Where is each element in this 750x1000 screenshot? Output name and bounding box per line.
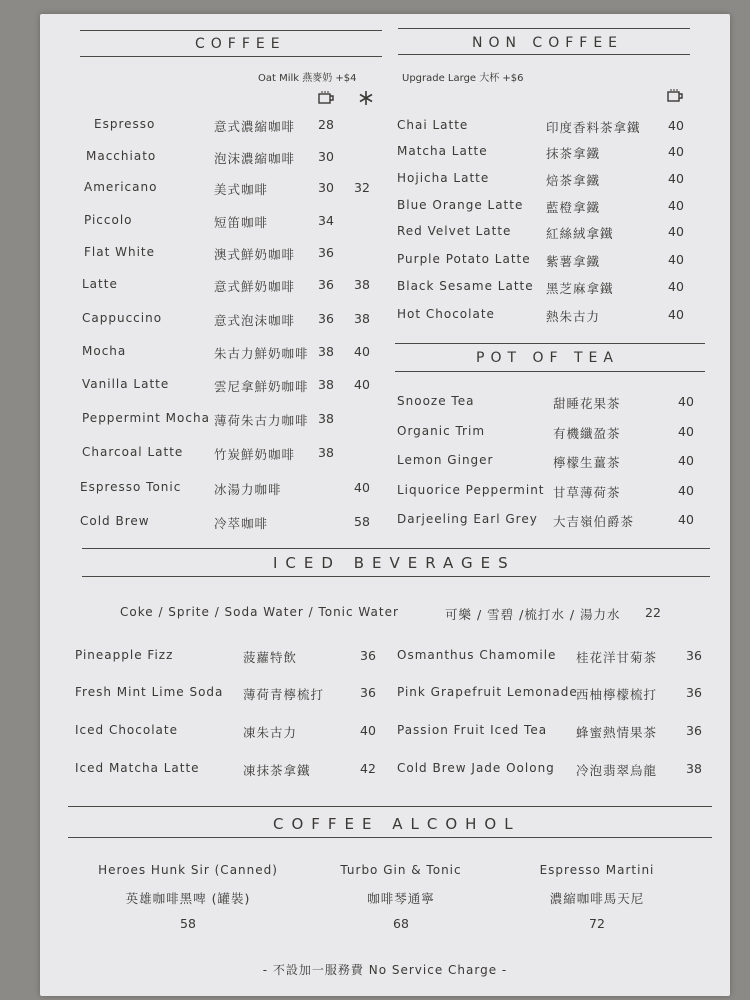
iced-item-cn: 冷泡翡翠烏龍 — [576, 763, 658, 778]
non-coffee-item-price: 40 — [668, 198, 684, 213]
coffee-item-name: Macchiato — [86, 149, 157, 163]
alcohol-item-price: 72 — [589, 916, 605, 931]
coffee-item-name: Piccolo — [84, 213, 133, 227]
iced-item-cn: 菠蘿特飲 — [243, 650, 298, 665]
non-coffee-item-price: 40 — [668, 307, 684, 322]
tea-item-price: 40 — [678, 394, 694, 409]
non-coffee-item-price: 40 — [668, 224, 684, 239]
iced-item-name: Passion Fruit Iced Tea — [397, 723, 548, 737]
iced-item-cn: 薄荷青檸梳打 — [243, 687, 325, 702]
footer-no-service-charge: - 不設加一服務費 No Service Charge - — [262, 963, 508, 977]
alcohol-item-price: 58 — [180, 916, 196, 931]
iced-item-name: Cold Brew Jade Oolong — [397, 761, 555, 775]
iced-item-cn: 桂花洋甘菊茶 — [576, 650, 658, 665]
tea-item-price: 40 — [678, 453, 694, 468]
divider — [68, 837, 712, 838]
non-coffee-item-cn: 黑芝麻拿鐵 — [546, 281, 614, 296]
coffee-item-price-iced: 40 — [354, 344, 370, 359]
iced-item-cn: 凍抹茶拿鐵 — [243, 763, 311, 778]
tea-item-cn: 甜睡花果茶 — [553, 396, 621, 411]
upgrade-note: Upgrade Large 大杯 +$6 — [402, 73, 524, 84]
iced-item-name: Fresh Mint Lime Soda — [75, 685, 224, 699]
coffee-item-cn: 美式咖啡 — [214, 182, 269, 197]
snowflake-icon — [358, 90, 374, 110]
alcohol-item-price: 68 — [393, 916, 409, 931]
iced-item-cn: 蜂蜜熱情果茶 — [576, 725, 658, 740]
section-title-coffee: COFFEE — [195, 36, 286, 52]
coffee-item-cn: 澳式鮮奶咖啡 — [214, 247, 296, 262]
coffee-item-name: Peppermint Mocha — [82, 411, 210, 425]
tea-item-cn: 檸檬生薑茶 — [553, 455, 621, 470]
tea-item-cn: 大吉嶺伯爵茶 — [553, 514, 635, 529]
iced-item-cn: 西柚檸檬梳打 — [576, 687, 658, 702]
non-coffee-item-name: Hojicha Latte — [397, 171, 490, 185]
iced-item-price: 40 — [360, 723, 376, 738]
coffee-item-price-hot: 36 — [318, 277, 334, 292]
coffee-item-price-hot: 38 — [318, 377, 334, 392]
coffee-item-name: Americano — [84, 180, 158, 194]
coffee-item-cn: 雲尼拿鮮奶咖啡 — [214, 379, 309, 394]
coffee-item-price-hot: 36 — [318, 245, 334, 260]
coffee-item-price-hot: 30 — [318, 149, 334, 164]
tea-item-name: Organic Trim — [397, 424, 486, 438]
section-title-non-coffee: NON COFFEE — [472, 35, 624, 51]
iced-item-price: 36 — [360, 648, 376, 663]
coffee-item-price-hot: 38 — [318, 411, 334, 426]
non-coffee-item-name: Black Sesame Latte — [397, 279, 534, 293]
coffee-item-name: Mocha — [82, 344, 127, 358]
iced-item-name: Osmanthus Chamomile — [397, 648, 557, 662]
non-coffee-item-cn: 熱朱古力 — [546, 309, 601, 324]
coffee-item-cn: 意式濃縮咖啡 — [214, 119, 296, 134]
non-coffee-item-name: Chai Latte — [397, 118, 469, 132]
divider — [82, 576, 710, 577]
tea-item-name: Liquorice Peppermint — [397, 483, 545, 497]
coffee-item-name: Espresso — [94, 117, 156, 131]
coffee-item-price-hot: 36 — [318, 311, 334, 326]
divider — [82, 548, 710, 549]
iced-item-price: 42 — [360, 761, 376, 776]
iced-item-price: 38 — [686, 761, 702, 776]
iced-item-price: 36 — [686, 685, 702, 700]
coffee-item-cn: 冷萃咖啡 — [214, 516, 269, 531]
soft-drinks-price: 22 — [645, 605, 661, 620]
cup-icon — [318, 90, 336, 110]
non-coffee-item-name: Blue Orange Latte — [397, 198, 524, 212]
divider — [398, 28, 690, 29]
divider — [80, 56, 382, 57]
coffee-item-price-hot: 30 — [318, 180, 334, 195]
tea-item-cn: 甘草薄荷茶 — [553, 485, 621, 500]
iced-item-price: 36 — [686, 723, 702, 738]
coffee-item-cn: 意式鮮奶咖啡 — [214, 279, 296, 294]
tea-item-name: Lemon Ginger — [397, 453, 494, 467]
coffee-item-name: Charcoal Latte — [82, 445, 184, 459]
non-coffee-item-price: 40 — [668, 171, 684, 186]
non-coffee-item-name: Matcha Latte — [397, 144, 488, 158]
non-coffee-item-price: 40 — [668, 118, 684, 133]
coffee-item-cn: 冰湯力咖啡 — [214, 482, 282, 497]
tea-item-cn: 有機纖盈茶 — [553, 426, 621, 441]
coffee-item-price-hot: 34 — [318, 213, 334, 228]
soft-drinks-label: Coke / Sprite / Soda Water / Tonic Water — [120, 605, 399, 619]
coffee-item-name: Espresso Tonic — [80, 480, 182, 494]
coffee-item-price-iced: 40 — [354, 480, 370, 495]
divider — [395, 371, 705, 372]
non-coffee-item-price: 40 — [668, 252, 684, 267]
tea-item-price: 40 — [678, 424, 694, 439]
coffee-item-cn: 意式泡沫咖啡 — [214, 313, 296, 328]
alcohol-item-name: Espresso Martini — [539, 863, 655, 877]
tea-item-name: Snooze Tea — [397, 394, 475, 408]
tea-item-price: 40 — [678, 512, 694, 527]
cup-icon — [667, 88, 685, 108]
divider — [80, 30, 382, 31]
coffee-item-price-hot: 38 — [318, 344, 334, 359]
non-coffee-item-cn: 焙茶拿鐵 — [546, 173, 601, 188]
coffee-item-price-hot: 38 — [318, 445, 334, 460]
divider — [395, 343, 705, 344]
non-coffee-item-name: Purple Potato Latte — [397, 252, 531, 266]
oat-milk-note: Oat Milk 燕麥奶 +$4 — [258, 73, 357, 84]
alcohol-item-cn: 濃縮咖啡馬天尼 — [549, 891, 645, 906]
coffee-item-price-iced: 58 — [354, 514, 370, 529]
section-title-pot-of-tea: POT OF TEA — [476, 350, 619, 366]
menu-card — [40, 14, 730, 996]
non-coffee-item-price: 40 — [668, 279, 684, 294]
coffee-item-name: Vanilla Latte — [82, 377, 170, 391]
section-title-iced-beverages: ICED BEVERAGES — [273, 554, 516, 572]
tea-item-name: Darjeeling Earl Grey — [397, 512, 538, 526]
coffee-item-cn: 朱古力鮮奶咖啡 — [214, 346, 309, 361]
non-coffee-item-cn: 抹茶拿鐵 — [546, 146, 601, 161]
coffee-item-cn: 短笛咖啡 — [214, 215, 269, 230]
non-coffee-item-name: Hot Chocolate — [397, 307, 495, 321]
coffee-item-name: Cappuccino — [82, 311, 163, 325]
iced-item-name: Pineapple Fizz — [75, 648, 174, 662]
non-coffee-item-price: 40 — [668, 144, 684, 159]
divider — [68, 806, 712, 807]
non-coffee-item-name: Red Velvet Latte — [397, 224, 512, 238]
coffee-item-price-iced: 32 — [354, 180, 370, 195]
coffee-item-price-hot: 28 — [318, 117, 334, 132]
non-coffee-item-cn: 印度香料茶拿鐵 — [546, 120, 641, 135]
soft-drinks-cn: 可樂 / 雪碧 /梳打水 / 湯力水 — [445, 607, 621, 622]
coffee-item-name: Flat White — [84, 245, 156, 259]
coffee-item-name: Latte — [82, 277, 118, 291]
non-coffee-item-cn: 藍橙拿鐵 — [546, 200, 601, 215]
coffee-item-cn: 泡沫濃縮咖啡 — [214, 151, 296, 166]
alcohol-item-cn: 英雄咖啡黑啤 (罐裝) — [125, 891, 251, 906]
coffee-item-price-iced: 40 — [354, 377, 370, 392]
coffee-item-name: Cold Brew — [80, 514, 150, 528]
iced-item-cn: 凍朱古力 — [243, 725, 298, 740]
iced-item-price: 36 — [360, 685, 376, 700]
iced-item-name: Iced Matcha Latte — [75, 761, 200, 775]
non-coffee-item-cn: 紫薯拿鐵 — [546, 254, 601, 269]
iced-item-name: Pink Grapefruit Lemonade — [397, 685, 578, 699]
divider — [398, 54, 690, 55]
iced-item-name: Iced Chocolate — [75, 723, 178, 737]
coffee-item-cn: 薄荷朱古力咖啡 — [214, 413, 309, 428]
tea-item-price: 40 — [678, 483, 694, 498]
coffee-item-cn: 竹炭鮮奶咖啡 — [214, 447, 296, 462]
iced-item-price: 36 — [686, 648, 702, 663]
non-coffee-item-cn: 紅絲絨拿鐵 — [546, 226, 614, 241]
alcohol-item-name: Heroes Hunk Sir (Canned) — [98, 863, 278, 877]
alcohol-item-cn: 咖啡琴通寧 — [367, 891, 435, 906]
alcohol-item-name: Turbo Gin & Tonic — [340, 863, 462, 877]
coffee-item-price-iced: 38 — [354, 277, 370, 292]
section-title-coffee-alcohol: COFFEE ALCOHOL — [273, 815, 521, 833]
coffee-item-price-iced: 38 — [354, 311, 370, 326]
